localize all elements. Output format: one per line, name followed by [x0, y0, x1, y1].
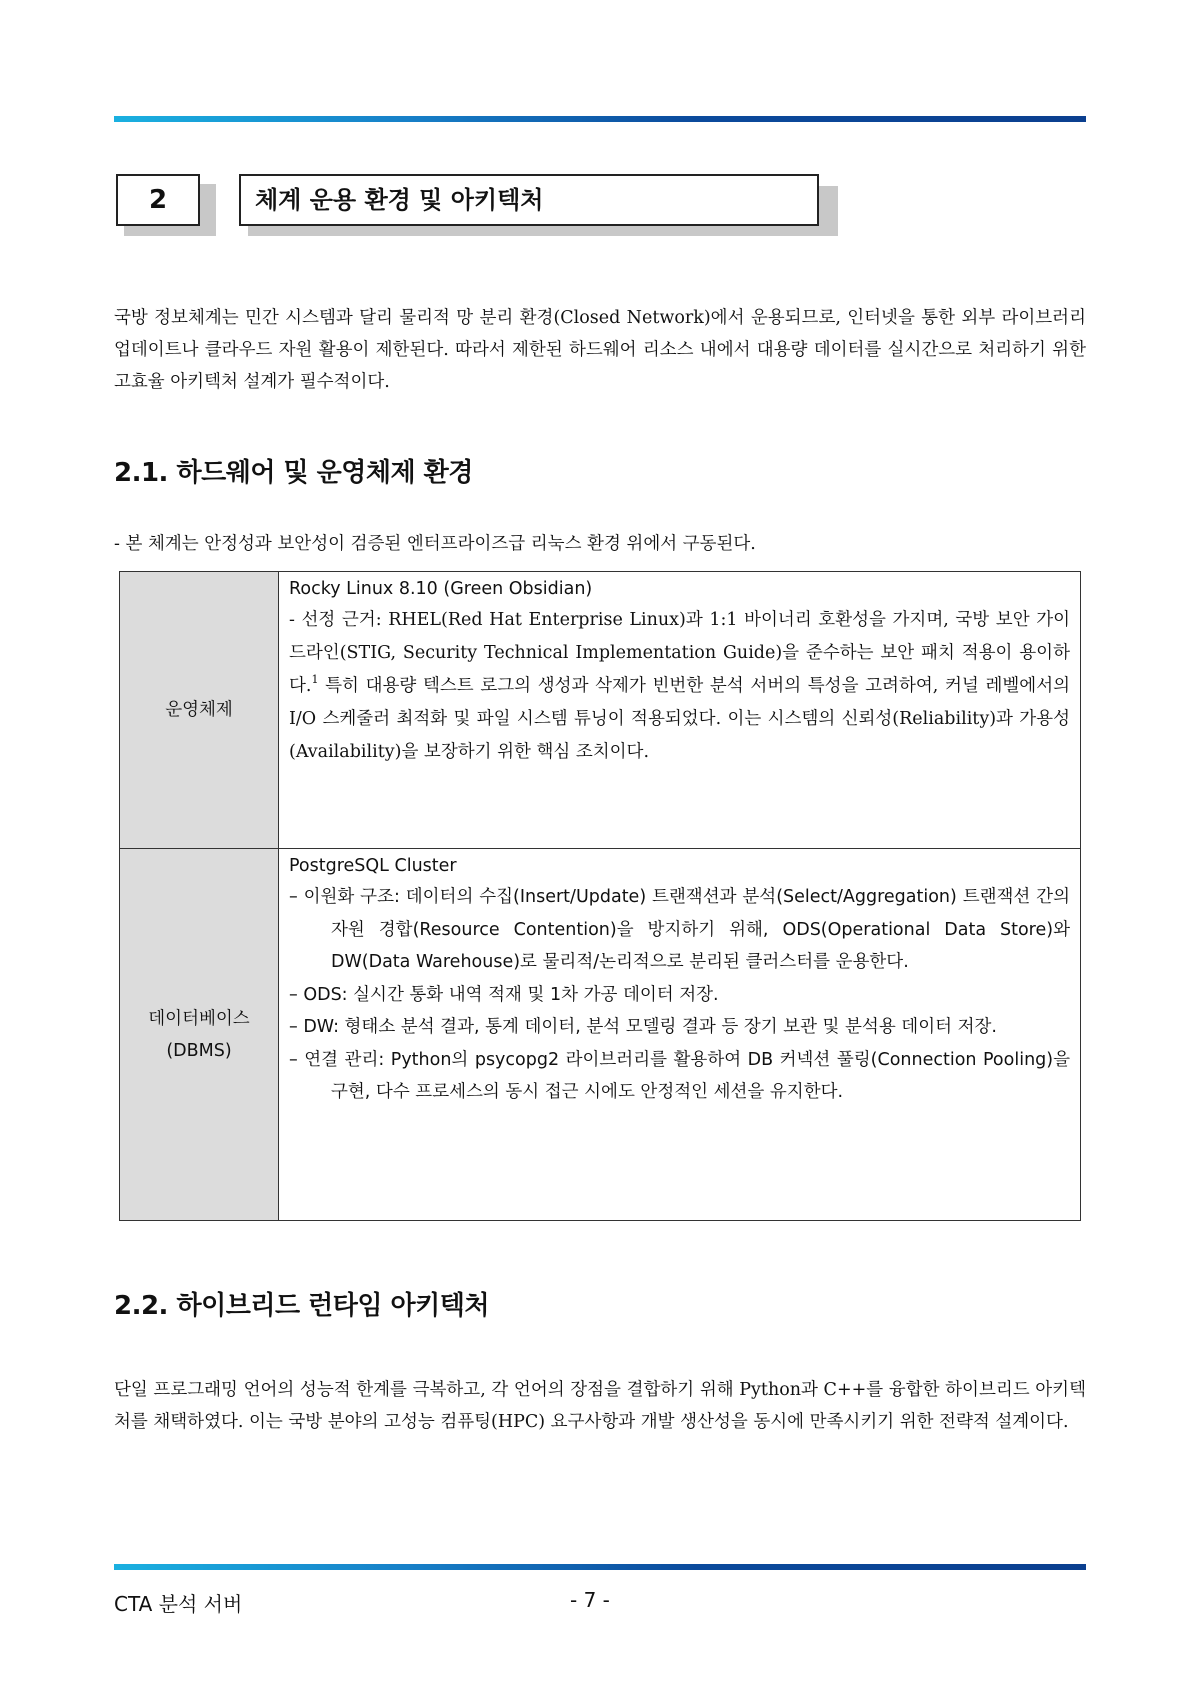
section-heading-2-2: 2.2. 하이브리드 런타임 아키텍처 [114, 1291, 489, 1321]
footnote-marker: 1 [311, 673, 319, 686]
dbms-bullet-connection: – 연결 관리: Python의 psycopg2 라이브러리를 활용하여 DB 커넥션 풀링(Connection Pooling)을 구현, 다수 프로세스의 동시 접근 시에도 안정적인 세션을 유지한다. [289, 1049, 1070, 1102]
os-label-cell [120, 572, 279, 849]
os-description [289, 604, 1070, 769]
dbms-label-line1: 데이터베이스 [148, 1008, 250, 1029]
dbms-label-cell [120, 849, 279, 1221]
top-rule [114, 116, 1086, 122]
environment-table [119, 571, 1081, 1221]
os-content-cell [279, 572, 1081, 849]
section-heading-2-1: 2.1. 하드웨어 및 운영체제 환경 [114, 458, 473, 488]
dbms-title: PostgreSQL Cluster [289, 856, 457, 876]
footer-document-name: CTA 분석 서버 [114, 1592, 243, 1616]
dbms-bullet-dw: – DW: 형태소 분석 결과, 통계 데이터, 분석 모델링 결과 등 장기 보관 및 분석용 데이터 저장. [289, 1017, 997, 1037]
dbms-label-line2: (DBMS) [166, 1040, 232, 1061]
table-row-dbms [120, 849, 1081, 1221]
hybrid-paragraph: 단일 프로그래밍 언어의 성능적 한계를 극복하고, 각 언어의 장점을 결합하기 위해 Python과 C++를 융합한 하이브리드 아키텍처를 채택하였다. 이는 국방 분야의 고성능 컴퓨팅(HPC) 요구사항과 개발 생산성을 동시에 만족시키기 위한 전략적 설계이다. [114, 1380, 1086, 1432]
chapter-title: 체계 운용 환경 및 아키텍처 [239, 174, 819, 226]
os-description-part1: - 선정 근거: RHEL(Red Hat Enterprise Linux)과 1:1 바이너리 호환성을 가지며, 국방 보안 가이드라인(STIG, Security Technical Implementation Guide)을 준수하는 보안 패치 적용이 용이하다. [289, 610, 1071, 696]
os-label: 운영체제 [165, 700, 233, 720]
table-row-os [120, 572, 1081, 849]
chapter-number: 2 [116, 174, 200, 226]
intro-paragraph: 국방 정보체계는 민간 시스템과 달리 물리적 망 분리 환경(Closed Network)에서 운용되므로, 인터넷을 통한 외부 라이브러리 업데이트나 클라우드 자원 활용이 제한된다. 따라서 제한된 하드웨어 리소스 내에서 대용량 데이터를 실시간으로 처리하기 위한 고효율 아키텍처 설계가 필수적이다. [114, 308, 1086, 392]
os-title: Rocky Linux 8.10 (Green Obsidian) [289, 579, 593, 599]
dbms-bullet-dual-structure: – 이원화 구조: 데이터의 수집(Insert/Update) 트랜잭션과 분석(Select/Aggregation) 트랜잭션 간의 자원 경합(Resource Contention)을 방지하기 위해, ODS(Operational Data Store)와 DW(Data Warehouse)로 물리적/논리적으로 분리된 클러스터를 운용한다. [289, 887, 1070, 972]
bottom-rule [114, 1564, 1086, 1570]
section-lead: - 본 체계는 안정성과 보안성이 검증된 엔터프라이즈급 리눅스 환경 위에서 구동된다. [114, 534, 756, 554]
dbms-bullet-ods: – ODS: 실시간 통화 내역 적재 및 1차 가공 데이터 저장. [289, 984, 719, 1005]
footer-page-number: - 7 - [570, 1588, 610, 1612]
dbms-content-cell [279, 849, 1081, 1221]
os-description-part2: 특히 대용량 텍스트 로그의 생성과 삭제가 빈번한 분석 서버의 특성을 고려하여, 커널 레벨에서의 I/O 스케줄러 최적화 및 파일 시스템 튜닝이 적용되었다. 이는 시스템의 신뢰성(Reliability)과 가용성(Availability)을 보장하기 위한 핵심 조치이다. [289, 676, 1070, 762]
